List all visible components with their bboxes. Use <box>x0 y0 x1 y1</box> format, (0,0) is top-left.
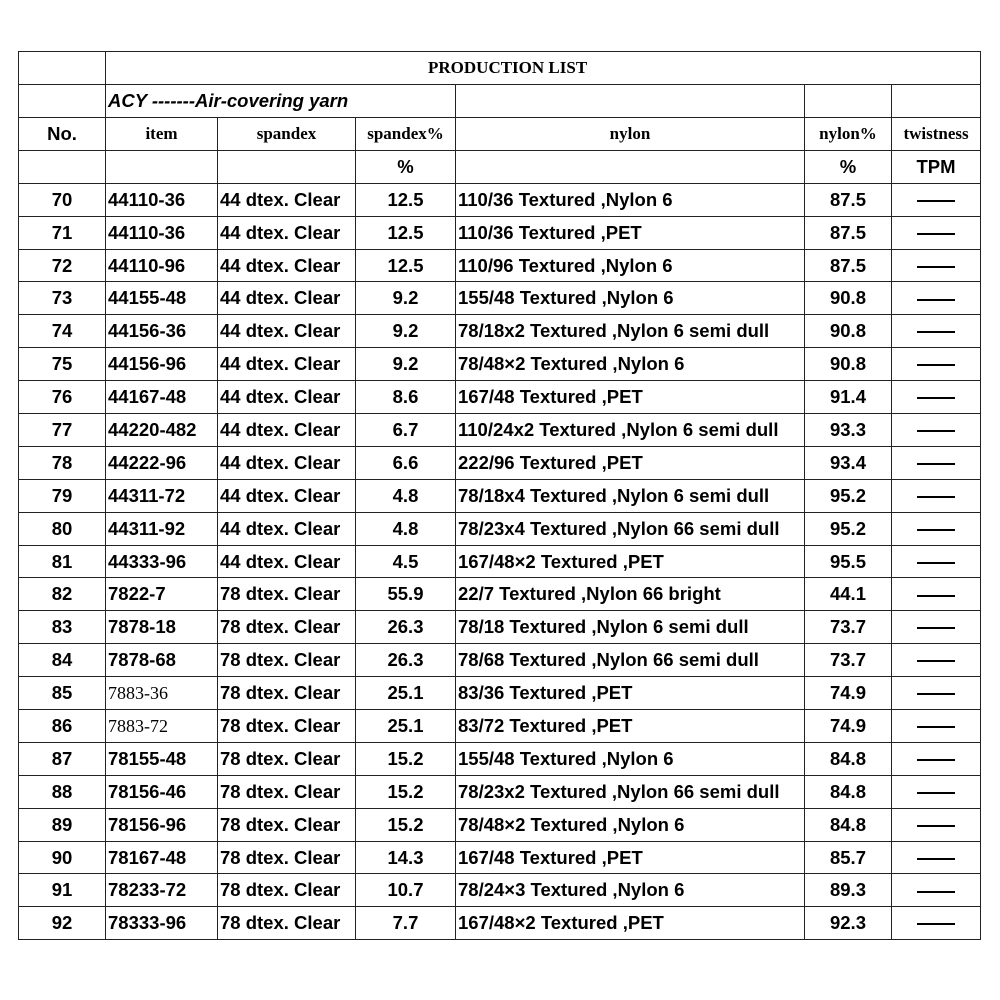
table-row <box>19 775 981 808</box>
header-no: No. <box>19 118 106 151</box>
cell-nylon-pct: 93.4 <box>805 446 892 479</box>
empty-cell <box>106 150 218 183</box>
cell-spandex-pct: 10.7 <box>356 874 456 907</box>
cell-nylon-pct: 44.1 <box>805 578 892 611</box>
cell-no: 78 <box>19 446 106 479</box>
cell-nylon-pct: 84.8 <box>805 775 892 808</box>
twistness-value <box>955 548 956 549</box>
dash-icon <box>917 430 955 432</box>
table-row <box>19 249 981 282</box>
cell-nylon: 110/36 Textured ,Nylon 6 <box>456 183 805 216</box>
table-title: PRODUCTION LIST <box>106 52 981 85</box>
cell-nylon: 78/24×3 Textured ,Nylon 6 <box>456 874 805 907</box>
cell-spandex-pct: 9.2 <box>356 315 456 348</box>
empty-cell <box>892 85 981 118</box>
cell-nylon-pct: 93.3 <box>805 414 892 447</box>
cell-twistness <box>892 414 981 447</box>
cell-nylon-pct: 84.8 <box>805 808 892 841</box>
twistness-value <box>955 383 956 384</box>
cell-no: 87 <box>19 742 106 775</box>
table-row <box>19 578 981 611</box>
cell-item: 44311-72 <box>106 479 218 512</box>
cell-spandex: 78 dtex. Clear <box>218 874 356 907</box>
cell-nylon-pct: 91.4 <box>805 381 892 414</box>
table-subtitle: ACY -------Air-covering yarn <box>106 85 456 118</box>
cell-spandex: 78 dtex. Clear <box>218 742 356 775</box>
dash-icon <box>917 331 955 333</box>
cell-nylon-pct: 87.5 <box>805 216 892 249</box>
cell-twistness <box>892 545 981 578</box>
dash-icon <box>917 562 955 564</box>
cell-item: 7883-36 <box>106 677 218 710</box>
cell-nylon-pct: 73.7 <box>805 611 892 644</box>
header-row <box>19 118 981 151</box>
cell-spandex: 78 dtex. Clear <box>218 808 356 841</box>
dash-icon <box>917 496 955 498</box>
cell-item: 44156-96 <box>106 348 218 381</box>
empty-cell <box>456 150 805 183</box>
cell-spandex: 78 dtex. Clear <box>218 578 356 611</box>
header-spandex: spandex <box>218 118 356 151</box>
cell-twistness <box>892 742 981 775</box>
cell-spandex: 44 dtex. Clear <box>218 446 356 479</box>
cell-item: 78156-46 <box>106 775 218 808</box>
cell-no: 92 <box>19 907 106 940</box>
cell-item: 44155-48 <box>106 282 218 315</box>
cell-twistness <box>892 282 981 315</box>
cell-twistness <box>892 381 981 414</box>
cell-nylon: 22/7 Textured ,Nylon 66 bright <box>456 578 805 611</box>
twistness-value <box>955 449 956 450</box>
production-list-table <box>18 51 981 940</box>
twistness-value <box>955 186 956 187</box>
table-row <box>19 808 981 841</box>
cell-no: 83 <box>19 611 106 644</box>
cell-spandex-pct: 15.2 <box>356 742 456 775</box>
cell-spandex: 78 dtex. Clear <box>218 677 356 710</box>
twistness-value <box>955 876 956 877</box>
cell-item: 78155-48 <box>106 742 218 775</box>
cell-spandex: 44 dtex. Clear <box>218 414 356 447</box>
cell-item: 7822-7 <box>106 578 218 611</box>
cell-item: 44220-482 <box>106 414 218 447</box>
cell-item: 78333-96 <box>106 907 218 940</box>
header-nylon-pct: nylon% <box>805 118 892 151</box>
header-nylon: nylon <box>456 118 805 151</box>
cell-twistness <box>892 874 981 907</box>
cell-twistness <box>892 775 981 808</box>
cell-nylon: 222/96 Textured ,PET <box>456 446 805 479</box>
cell-no: 80 <box>19 512 106 545</box>
twistness-value <box>955 515 956 516</box>
dash-icon <box>917 266 955 268</box>
cell-nylon: 78/18x4 Textured ,Nylon 6 semi dull <box>456 479 805 512</box>
cell-spandex-pct: 6.6 <box>356 446 456 479</box>
table-row <box>19 874 981 907</box>
cell-nylon: 78/23x4 Textured ,Nylon 66 semi dull <box>456 512 805 545</box>
cell-item: 44156-36 <box>106 315 218 348</box>
cell-twistness <box>892 907 981 940</box>
units-row <box>19 150 981 183</box>
cell-twistness <box>892 315 981 348</box>
cell-nylon: 78/18 Textured ,Nylon 6 semi dull <box>456 611 805 644</box>
table-row <box>19 216 981 249</box>
cell-no: 71 <box>19 216 106 249</box>
cell-twistness <box>892 216 981 249</box>
header-item: item <box>106 118 218 151</box>
cell-twistness <box>892 808 981 841</box>
header-spandex-pct: spandex% <box>356 118 456 151</box>
cell-nylon-pct: 85.7 <box>805 841 892 874</box>
empty-cell <box>19 85 106 118</box>
cell-nylon: 83/36 Textured ,PET <box>456 677 805 710</box>
dash-icon <box>917 627 955 629</box>
twistness-value <box>955 482 956 483</box>
cell-nylon-pct: 90.8 <box>805 348 892 381</box>
cell-nylon-pct: 95.2 <box>805 512 892 545</box>
subtitle-row <box>19 85 981 118</box>
cell-nylon-pct: 90.8 <box>805 282 892 315</box>
cell-no: 85 <box>19 677 106 710</box>
cell-nylon-pct: 87.5 <box>805 183 892 216</box>
cell-spandex-pct: 9.2 <box>356 282 456 315</box>
table-row <box>19 742 981 775</box>
cell-spandex-pct: 9.2 <box>356 348 456 381</box>
table-row <box>19 611 981 644</box>
cell-nylon-pct: 90.8 <box>805 315 892 348</box>
cell-spandex-pct: 7.7 <box>356 907 456 940</box>
twistness-value <box>955 580 956 581</box>
cell-spandex-pct: 12.5 <box>356 183 456 216</box>
cell-spandex: 78 dtex. Clear <box>218 841 356 874</box>
twistness-value <box>955 811 956 812</box>
cell-spandex-pct: 26.3 <box>356 611 456 644</box>
table-row <box>19 479 981 512</box>
twistness-value <box>955 745 956 746</box>
cell-nylon: 78/68 Textured ,Nylon 66 semi dull <box>456 644 805 677</box>
table-row <box>19 841 981 874</box>
cell-item: 44333-96 <box>106 545 218 578</box>
header-twistness: twistness <box>892 118 981 151</box>
empty-cell <box>218 150 356 183</box>
dash-icon <box>917 200 955 202</box>
table-row <box>19 414 981 447</box>
table-row <box>19 907 981 940</box>
table-row <box>19 282 981 315</box>
cell-no: 79 <box>19 479 106 512</box>
twistness-value <box>955 416 956 417</box>
twistness-value <box>955 712 956 713</box>
dash-icon <box>917 891 955 893</box>
cell-nylon: 155/48 Textured ,Nylon 6 <box>456 282 805 315</box>
cell-spandex: 44 dtex. Clear <box>218 545 356 578</box>
cell-no: 70 <box>19 183 106 216</box>
cell-spandex: 44 dtex. Clear <box>218 183 356 216</box>
dash-icon <box>917 660 955 662</box>
cell-twistness <box>892 710 981 743</box>
cell-spandex: 44 dtex. Clear <box>218 381 356 414</box>
cell-spandex: 78 dtex. Clear <box>218 644 356 677</box>
dash-icon <box>917 233 955 235</box>
cell-nylon-pct: 95.2 <box>805 479 892 512</box>
cell-spandex-pct: 15.2 <box>356 775 456 808</box>
unit-spandex-pct: % <box>356 150 456 183</box>
empty-cell <box>805 85 892 118</box>
twistness-value <box>955 909 956 910</box>
cell-spandex-pct: 4.8 <box>356 512 456 545</box>
cell-spandex-pct: 8.6 <box>356 381 456 414</box>
cell-twistness <box>892 841 981 874</box>
table-row <box>19 512 981 545</box>
cell-spandex-pct: 6.7 <box>356 414 456 447</box>
cell-no: 86 <box>19 710 106 743</box>
cell-nylon: 78/48×2 Textured ,Nylon 6 <box>456 348 805 381</box>
unit-nylon-pct: % <box>805 150 892 183</box>
cell-item: 7878-68 <box>106 644 218 677</box>
cell-item: 7883-72 <box>106 710 218 743</box>
cell-nylon: 110/96 Textured ,Nylon 6 <box>456 249 805 282</box>
cell-nylon: 78/23x2 Textured ,Nylon 66 semi dull <box>456 775 805 808</box>
cell-spandex-pct: 25.1 <box>356 710 456 743</box>
twistness-value <box>955 284 956 285</box>
twistness-value <box>955 219 956 220</box>
cell-nylon: 167/48 Textured ,PET <box>456 841 805 874</box>
twistness-value <box>955 778 956 779</box>
cell-no: 89 <box>19 808 106 841</box>
cell-item: 78233-72 <box>106 874 218 907</box>
cell-nylon: 78/48×2 Textured ,Nylon 6 <box>456 808 805 841</box>
dash-icon <box>917 299 955 301</box>
cell-spandex: 78 dtex. Clear <box>218 775 356 808</box>
cell-spandex-pct: 14.3 <box>356 841 456 874</box>
table-row <box>19 644 981 677</box>
cell-spandex: 44 dtex. Clear <box>218 315 356 348</box>
cell-spandex: 44 dtex. Clear <box>218 512 356 545</box>
table-row <box>19 545 981 578</box>
cell-spandex-pct: 26.3 <box>356 644 456 677</box>
cell-spandex: 44 dtex. Clear <box>218 348 356 381</box>
cell-twistness <box>892 644 981 677</box>
twistness-value <box>955 252 956 253</box>
cell-nylon: 110/24x2 Textured ,Nylon 6 semi dull <box>456 414 805 447</box>
twistness-value <box>955 613 956 614</box>
table-row <box>19 381 981 414</box>
cell-no: 91 <box>19 874 106 907</box>
cell-item: 44110-36 <box>106 183 218 216</box>
cell-nylon: 167/48×2 Textured ,PET <box>456 907 805 940</box>
cell-nylon: 155/48 Textured ,Nylon 6 <box>456 742 805 775</box>
cell-no: 76 <box>19 381 106 414</box>
empty-cell <box>456 85 805 118</box>
dash-icon <box>917 923 955 925</box>
title-row <box>19 52 981 85</box>
cell-spandex-pct: 15.2 <box>356 808 456 841</box>
unit-twistness: TPM <box>892 150 981 183</box>
cell-spandex-pct: 4.8 <box>356 479 456 512</box>
cell-twistness <box>892 611 981 644</box>
table-row <box>19 348 981 381</box>
cell-spandex: 78 dtex. Clear <box>218 907 356 940</box>
dash-icon <box>917 759 955 761</box>
dash-icon <box>917 364 955 366</box>
cell-nylon: 78/18x2 Textured ,Nylon 6 semi dull <box>456 315 805 348</box>
table-row <box>19 677 981 710</box>
empty-cell <box>19 150 106 183</box>
cell-nylon-pct: 84.8 <box>805 742 892 775</box>
table-row <box>19 710 981 743</box>
cell-spandex: 44 dtex. Clear <box>218 479 356 512</box>
cell-no: 82 <box>19 578 106 611</box>
cell-twistness <box>892 578 981 611</box>
dash-icon <box>917 463 955 465</box>
cell-twistness <box>892 183 981 216</box>
cell-spandex-pct: 4.5 <box>356 545 456 578</box>
twistness-value <box>955 679 956 680</box>
cell-nylon-pct: 92.3 <box>805 907 892 940</box>
cell-nylon-pct: 74.9 <box>805 710 892 743</box>
cell-twistness <box>892 677 981 710</box>
dash-icon <box>917 397 955 399</box>
table-row <box>19 315 981 348</box>
cell-no: 75 <box>19 348 106 381</box>
cell-item: 7878-18 <box>106 611 218 644</box>
cell-no: 90 <box>19 841 106 874</box>
twistness-value <box>955 317 956 318</box>
cell-nylon-pct: 87.5 <box>805 249 892 282</box>
cell-item: 78156-96 <box>106 808 218 841</box>
cell-spandex: 44 dtex. Clear <box>218 216 356 249</box>
dash-icon <box>917 595 955 597</box>
cell-twistness <box>892 446 981 479</box>
cell-twistness <box>892 479 981 512</box>
cell-no: 84 <box>19 644 106 677</box>
cell-nylon-pct: 74.9 <box>805 677 892 710</box>
cell-nylon: 110/36 Textured ,PET <box>456 216 805 249</box>
cell-nylon: 83/72 Textured ,PET <box>456 710 805 743</box>
cell-item: 44167-48 <box>106 381 218 414</box>
cell-spandex: 78 dtex. Clear <box>218 710 356 743</box>
twistness-value <box>955 646 956 647</box>
table-row <box>19 183 981 216</box>
table-row <box>19 446 981 479</box>
dash-icon <box>917 693 955 695</box>
cell-no: 77 <box>19 414 106 447</box>
cell-twistness <box>892 512 981 545</box>
cell-spandex-pct: 12.5 <box>356 216 456 249</box>
cell-spandex: 44 dtex. Clear <box>218 249 356 282</box>
dash-icon <box>917 825 955 827</box>
cell-item: 44110-96 <box>106 249 218 282</box>
cell-spandex-pct: 25.1 <box>356 677 456 710</box>
cell-nylon-pct: 73.7 <box>805 644 892 677</box>
cell-spandex-pct: 55.9 <box>356 578 456 611</box>
cell-nylon: 167/48 Textured ,PET <box>456 381 805 414</box>
cell-nylon-pct: 95.5 <box>805 545 892 578</box>
dash-icon <box>917 792 955 794</box>
cell-spandex: 44 dtex. Clear <box>218 282 356 315</box>
dash-icon <box>917 529 955 531</box>
dash-icon <box>917 726 955 728</box>
cell-item: 44311-92 <box>106 512 218 545</box>
corner-cell <box>19 52 106 85</box>
dash-icon <box>917 858 955 860</box>
cell-no: 88 <box>19 775 106 808</box>
cell-twistness <box>892 249 981 282</box>
cell-no: 73 <box>19 282 106 315</box>
cell-no: 74 <box>19 315 106 348</box>
cell-nylon: 167/48×2 Textured ,PET <box>456 545 805 578</box>
twistness-value <box>955 844 956 845</box>
cell-item: 78167-48 <box>106 841 218 874</box>
cell-nylon-pct: 89.3 <box>805 874 892 907</box>
cell-spandex: 78 dtex. Clear <box>218 611 356 644</box>
cell-item: 44222-96 <box>106 446 218 479</box>
cell-no: 81 <box>19 545 106 578</box>
cell-no: 72 <box>19 249 106 282</box>
twistness-value <box>955 350 956 351</box>
cell-item: 44110-36 <box>106 216 218 249</box>
cell-spandex-pct: 12.5 <box>356 249 456 282</box>
cell-twistness <box>892 348 981 381</box>
